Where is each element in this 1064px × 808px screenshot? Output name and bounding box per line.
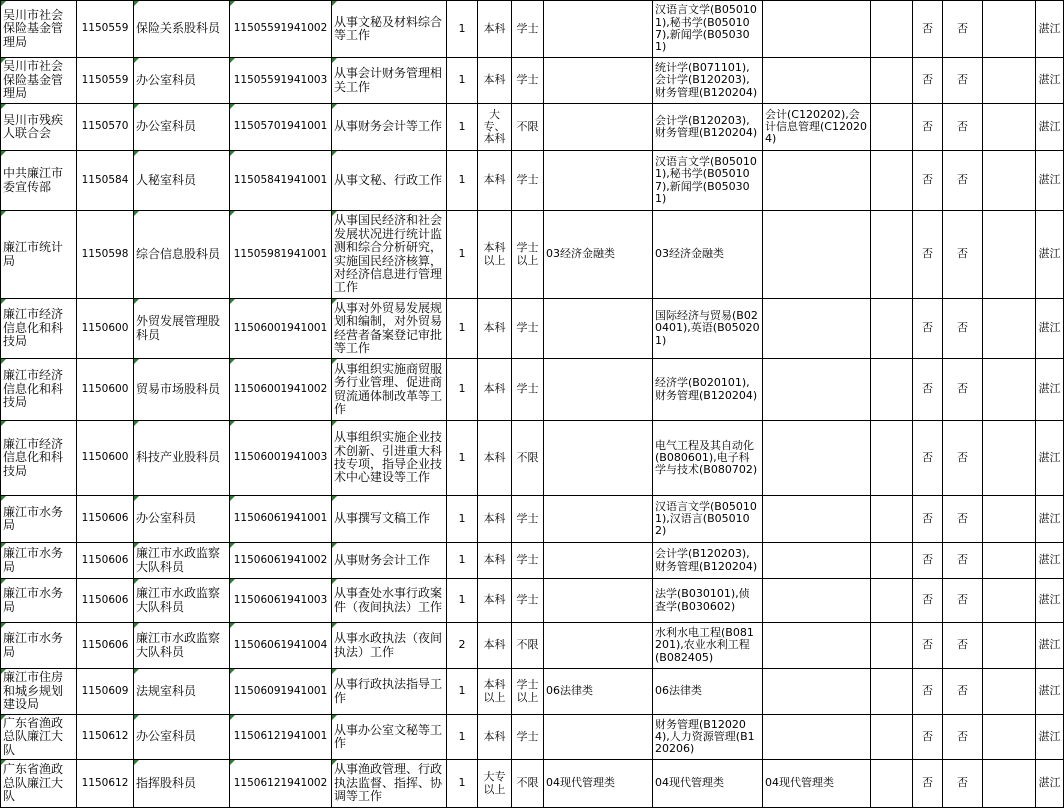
cell-post-name: 指挥股科员	[134, 760, 230, 808]
cell-degree: 不限	[512, 421, 544, 496]
cell-post-code: 11506001941003	[230, 421, 332, 496]
cell-unit: 廉江市水务局	[1, 496, 77, 543]
cell-post-code: 11506091941001	[230, 669, 332, 715]
cell-education: 本科	[478, 496, 512, 543]
cell-duty: 从事国民经济和社会发展状况进行统计监测和综合分析研究，实施国民经济核算，对经济信息进行管理工作	[332, 211, 447, 299]
cell-flag-2: 否	[943, 104, 983, 151]
cell-unit: 广东省渔政总队廉江大队	[1, 760, 77, 808]
cell-extra-1	[871, 669, 913, 715]
cell-degree: 学士以上	[512, 211, 544, 299]
cell-major-college: 会计(C120202),会计信息管理(C120204)	[763, 104, 871, 151]
cell-location: 湛江	[1036, 211, 1064, 299]
cell-post-code: 11505591941002	[230, 1, 332, 58]
cell-flag-2: 否	[943, 299, 983, 359]
table-row	[1, 760, 1064, 808]
cell-degree: 不限	[512, 623, 544, 669]
cell-post-code: 11505981941001	[230, 211, 332, 299]
cell-extra-2	[983, 151, 1036, 211]
cell-location: 湛江	[1036, 579, 1064, 623]
cell-flag-2: 否	[943, 151, 983, 211]
table-row	[1, 151, 1064, 211]
cell-unit-code: 1150606	[77, 496, 134, 543]
cell-major-college	[763, 211, 871, 299]
cell-degree: 学士	[512, 151, 544, 211]
cell-education: 本科	[478, 715, 512, 760]
cell-unit: 吴川市社会保险基金管理局	[1, 58, 77, 104]
cell-extra-2	[983, 715, 1036, 760]
cell-location: 湛江	[1036, 151, 1064, 211]
cell-flag-1: 否	[913, 151, 943, 211]
cell-major-undergrad: 统计学(B071101),会计学(B120203),财务管理(B120204)	[653, 58, 763, 104]
cell-flag-2: 否	[943, 359, 983, 421]
cell-unit-code: 1150609	[77, 669, 134, 715]
cell-major-college	[763, 421, 871, 496]
table-body	[1, 1, 1064, 808]
cell-flag-2: 否	[943, 1, 983, 58]
cell-major-college: 04现代管理类	[763, 760, 871, 808]
cell-duty: 从事财务会计工作	[332, 543, 447, 579]
cell-location: 湛江	[1036, 543, 1064, 579]
cell-extra-1	[871, 496, 913, 543]
cell-education: 本科以上	[478, 669, 512, 715]
cell-flag-2: 否	[943, 579, 983, 623]
cell-unit: 廉江市水务局	[1, 579, 77, 623]
cell-degree: 不限	[512, 760, 544, 808]
cell-degree: 学士	[512, 58, 544, 104]
cell-major-postgrad: 03经济金融类	[544, 211, 653, 299]
table-row	[1, 715, 1064, 760]
cell-flag-1: 否	[913, 1, 943, 58]
cell-extra-1	[871, 421, 913, 496]
cell-duty: 从事组织实施商贸服务行业管理、促进商贸流通体制改革等工作	[332, 359, 447, 421]
cell-extra-2	[983, 496, 1036, 543]
cell-major-college	[763, 715, 871, 760]
cell-major-postgrad	[544, 359, 653, 421]
table-row	[1, 1, 1064, 58]
cell-extra-2	[983, 1, 1036, 58]
cell-headcount: 1	[447, 496, 478, 543]
cell-major-postgrad: 04现代管理类	[544, 760, 653, 808]
cell-degree: 不限	[512, 104, 544, 151]
cell-major-undergrad: 06法律类	[653, 669, 763, 715]
cell-post-name: 人秘室科员	[134, 151, 230, 211]
table-row	[1, 299, 1064, 359]
cell-extra-2	[983, 669, 1036, 715]
cell-unit-code: 1150606	[77, 623, 134, 669]
cell-major-undergrad: 汉语言文学(B050101),秘书学(B050107),新闻学(B050301)	[653, 151, 763, 211]
cell-education: 本科	[478, 299, 512, 359]
cell-education: 本科	[478, 1, 512, 58]
cell-post-code: 11506061941001	[230, 496, 332, 543]
cell-major-undergrad: 04现代管理类	[653, 760, 763, 808]
cell-post-name: 法规室科员	[134, 669, 230, 715]
cell-major-college	[763, 543, 871, 579]
cell-extra-2	[983, 623, 1036, 669]
table-row	[1, 623, 1064, 669]
cell-degree: 学士以上	[512, 669, 544, 715]
cell-post-code: 11506121941001	[230, 715, 332, 760]
cell-major-undergrad: 会计学(B120203),财务管理(B120204)	[653, 543, 763, 579]
cell-duty: 从事文秘、行政工作	[332, 151, 447, 211]
cell-major-undergrad: 法学(B030101),侦查学(B030602)	[653, 579, 763, 623]
table-row	[1, 211, 1064, 299]
cell-degree: 学士	[512, 299, 544, 359]
cell-headcount: 1	[447, 58, 478, 104]
cell-extra-1	[871, 359, 913, 421]
cell-education: 本科以上	[478, 211, 512, 299]
cell-duty: 从事对外贸易发展规划和编制，对外贸易经营者备案登记审批等工作	[332, 299, 447, 359]
cell-flag-1: 否	[913, 211, 943, 299]
cell-location: 湛江	[1036, 715, 1064, 760]
cell-unit: 廉江市统计局	[1, 211, 77, 299]
cell-unit-code: 1150600	[77, 421, 134, 496]
cell-headcount: 1	[447, 579, 478, 623]
cell-post-code: 11506121941002	[230, 760, 332, 808]
cell-major-college	[763, 151, 871, 211]
cell-duty: 从事水政执法（夜间执法）工作	[332, 623, 447, 669]
cell-extra-1	[871, 1, 913, 58]
table-row	[1, 421, 1064, 496]
cell-education: 大专、本科	[478, 104, 512, 151]
cell-extra-2	[983, 299, 1036, 359]
cell-major-undergrad: 汉语言文学(B050101),秘书学(B050107),新闻学(B050301)	[653, 1, 763, 58]
cell-major-postgrad	[544, 579, 653, 623]
cell-unit-code: 1150559	[77, 58, 134, 104]
cell-education: 大专以上	[478, 760, 512, 808]
cell-major-college	[763, 58, 871, 104]
cell-flag-2: 否	[943, 496, 983, 543]
cell-degree: 学士	[512, 543, 544, 579]
cell-post-name: 办公室科员	[134, 715, 230, 760]
cell-major-postgrad	[544, 496, 653, 543]
cell-post-code: 11506061941004	[230, 623, 332, 669]
cell-unit: 廉江市水务局	[1, 543, 77, 579]
cell-extra-1	[871, 299, 913, 359]
cell-location: 湛江	[1036, 760, 1064, 808]
cell-degree: 学士	[512, 1, 544, 58]
cell-headcount: 1	[447, 1, 478, 58]
cell-flag-1: 否	[913, 496, 943, 543]
cell-headcount: 1	[447, 359, 478, 421]
cell-post-code: 11506061941003	[230, 579, 332, 623]
cell-duty: 从事行政执法指导工作	[332, 669, 447, 715]
cell-extra-2	[983, 58, 1036, 104]
cell-unit-code: 1150606	[77, 579, 134, 623]
cell-post-code: 11506001941002	[230, 359, 332, 421]
cell-flag-1: 否	[913, 421, 943, 496]
cell-flag-2: 否	[943, 421, 983, 496]
cell-duty: 从事查处水事行政案件（夜间执法）工作	[332, 579, 447, 623]
cell-extra-1	[871, 543, 913, 579]
cell-flag-2: 否	[943, 543, 983, 579]
cell-unit: 廉江市经济信息化和科技局	[1, 359, 77, 421]
cell-unit: 廉江市水务局	[1, 623, 77, 669]
cell-location: 湛江	[1036, 58, 1064, 104]
cell-extra-2	[983, 104, 1036, 151]
cell-education: 本科	[478, 623, 512, 669]
table-row	[1, 496, 1064, 543]
cell-location: 湛江	[1036, 669, 1064, 715]
cell-unit: 吴川市残疾人联合会	[1, 104, 77, 151]
cell-unit: 廉江市住房和城乡规划建设局	[1, 669, 77, 715]
cell-headcount: 1	[447, 715, 478, 760]
cell-unit-code: 1150559	[77, 1, 134, 58]
cell-education: 本科	[478, 359, 512, 421]
cell-major-postgrad	[544, 58, 653, 104]
cell-post-name: 综合信息股科员	[134, 211, 230, 299]
table-row	[1, 58, 1064, 104]
cell-major-college	[763, 496, 871, 543]
cell-major-postgrad	[544, 1, 653, 58]
cell-major-postgrad	[544, 104, 653, 151]
cell-degree: 学士	[512, 715, 544, 760]
cell-duty: 从事会计财务管理相关工作	[332, 58, 447, 104]
cell-location: 湛江	[1036, 1, 1064, 58]
cell-major-college	[763, 359, 871, 421]
cell-extra-1	[871, 715, 913, 760]
cell-major-undergrad: 国际经济与贸易(B020401),英语(B050201)	[653, 299, 763, 359]
cell-flag-2: 否	[943, 58, 983, 104]
cell-extra-1	[871, 58, 913, 104]
cell-post-name: 廉江市水政监察大队科员	[134, 623, 230, 669]
cell-major-undergrad: 经济学(B020101),财务管理(B120204)	[653, 359, 763, 421]
cell-flag-1: 否	[913, 58, 943, 104]
table-row	[1, 104, 1064, 151]
cell-location: 湛江	[1036, 496, 1064, 543]
cell-unit: 吴川市社会保险基金管理局	[1, 1, 77, 58]
cell-major-postgrad	[544, 299, 653, 359]
cell-flag-2: 否	[943, 211, 983, 299]
cell-education: 本科	[478, 579, 512, 623]
cell-major-college	[763, 669, 871, 715]
cell-post-name: 办公室科员	[134, 58, 230, 104]
cell-location: 湛江	[1036, 104, 1064, 151]
cell-major-college	[763, 1, 871, 58]
cell-major-postgrad	[544, 623, 653, 669]
cell-duty: 从事撰写文稿工作	[332, 496, 447, 543]
cell-flag-1: 否	[913, 543, 943, 579]
cell-flag-1: 否	[913, 359, 943, 421]
cell-post-code: 11506061941002	[230, 543, 332, 579]
cell-unit: 廉江市经济信息化和科技局	[1, 421, 77, 496]
cell-extra-2	[983, 760, 1036, 808]
cell-flag-1: 否	[913, 579, 943, 623]
cell-headcount: 1	[447, 151, 478, 211]
cell-flag-2: 否	[943, 715, 983, 760]
cell-headcount: 1	[447, 299, 478, 359]
cell-location: 湛江	[1036, 421, 1064, 496]
cell-education: 本科	[478, 151, 512, 211]
cell-duty: 从事办公室文秘等工作	[332, 715, 447, 760]
table-row	[1, 669, 1064, 715]
cell-post-name: 廉江市水政监察大队科员	[134, 543, 230, 579]
cell-flag-2: 否	[943, 669, 983, 715]
cell-education: 本科	[478, 421, 512, 496]
cell-major-undergrad: 03经济金融类	[653, 211, 763, 299]
cell-major-postgrad	[544, 421, 653, 496]
cell-headcount: 1	[447, 421, 478, 496]
cell-headcount: 1	[447, 104, 478, 151]
cell-unit-code: 1150598	[77, 211, 134, 299]
cell-extra-2	[983, 359, 1036, 421]
table-row	[1, 579, 1064, 623]
cell-major-undergrad: 汉语言文学(B050101),汉语言(B050102)	[653, 496, 763, 543]
cell-flag-1: 否	[913, 669, 943, 715]
cell-duty: 从事财务会计等工作	[332, 104, 447, 151]
cell-degree: 学士	[512, 579, 544, 623]
cell-major-college	[763, 579, 871, 623]
cell-headcount: 2	[447, 623, 478, 669]
cell-unit-code: 1150570	[77, 104, 134, 151]
cell-major-undergrad: 会计学(B120203),财务管理(B120204)	[653, 104, 763, 151]
cell-unit-code: 1150584	[77, 151, 134, 211]
table-row	[1, 543, 1064, 579]
cell-duty: 从事渔政管理、行政执法监督、指挥、协调等工作	[332, 760, 447, 808]
cell-extra-1	[871, 151, 913, 211]
cell-flag-1: 否	[913, 299, 943, 359]
cell-major-college	[763, 623, 871, 669]
cell-flag-2: 否	[943, 623, 983, 669]
cell-extra-2	[983, 211, 1036, 299]
cell-unit-code: 1150600	[77, 299, 134, 359]
cell-unit-code: 1150600	[77, 359, 134, 421]
cell-education: 本科	[478, 58, 512, 104]
cell-post-name: 办公室科员	[134, 104, 230, 151]
cell-post-name: 保险关系股科员	[134, 1, 230, 58]
cell-major-postgrad	[544, 543, 653, 579]
cell-major-undergrad: 财务管理(B120204),人力资源管理(B120206)	[653, 715, 763, 760]
cell-duty: 从事组织实施企业技术创新、引进重大科技专项，指导企业技术中心建设等工作	[332, 421, 447, 496]
cell-unit-code: 1150606	[77, 543, 134, 579]
cell-extra-1	[871, 579, 913, 623]
cell-post-name: 外贸发展管理股科员	[134, 299, 230, 359]
cell-location: 湛江	[1036, 623, 1064, 669]
cell-education: 本科	[478, 543, 512, 579]
cell-headcount: 1	[447, 760, 478, 808]
cell-flag-1: 否	[913, 623, 943, 669]
cell-post-code: 11506001941001	[230, 299, 332, 359]
cell-post-name: 廉江市水政监察大队科员	[134, 579, 230, 623]
cell-extra-2	[983, 579, 1036, 623]
cell-extra-1	[871, 104, 913, 151]
cell-unit-code: 1150612	[77, 760, 134, 808]
cell-degree: 学士	[512, 359, 544, 421]
cell-degree: 学士	[512, 496, 544, 543]
cell-flag-1: 否	[913, 104, 943, 151]
cell-headcount: 1	[447, 543, 478, 579]
cell-duty: 从事文秘及材料综合等工作	[332, 1, 447, 58]
cell-unit: 中共廉江市委宣传部	[1, 151, 77, 211]
cell-major-college	[763, 299, 871, 359]
cell-extra-1	[871, 211, 913, 299]
cell-location: 湛江	[1036, 299, 1064, 359]
cell-post-name: 科技产业股科员	[134, 421, 230, 496]
cell-unit: 廉江市经济信息化和科技局	[1, 299, 77, 359]
table-row	[1, 359, 1064, 421]
cell-headcount: 1	[447, 669, 478, 715]
cell-major-undergrad: 电气工程及其自动化(B080601),电子科学与技术(B080702)	[653, 421, 763, 496]
cell-headcount: 1	[447, 211, 478, 299]
cell-extra-2	[983, 543, 1036, 579]
cell-unit: 广东省渔政总队廉江大队	[1, 715, 77, 760]
cell-extra-1	[871, 623, 913, 669]
cell-post-name: 贸易市场股科员	[134, 359, 230, 421]
cell-major-postgrad	[544, 715, 653, 760]
cell-major-postgrad	[544, 151, 653, 211]
cell-post-code: 11505591941003	[230, 58, 332, 104]
cell-flag-2: 否	[943, 760, 983, 808]
cell-post-code: 11505701941001	[230, 104, 332, 151]
cell-extra-1	[871, 760, 913, 808]
cell-flag-1: 否	[913, 715, 943, 760]
cell-post-code: 11505841941001	[230, 151, 332, 211]
cell-unit-code: 1150612	[77, 715, 134, 760]
cell-flag-1: 否	[913, 760, 943, 808]
cell-major-postgrad: 06法律类	[544, 669, 653, 715]
cell-extra-2	[983, 421, 1036, 496]
cell-post-name: 办公室科员	[134, 496, 230, 543]
cell-location: 湛江	[1036, 359, 1064, 421]
cell-major-undergrad: 水利水电工程(B081201),农业水利工程(B082405)	[653, 623, 763, 669]
